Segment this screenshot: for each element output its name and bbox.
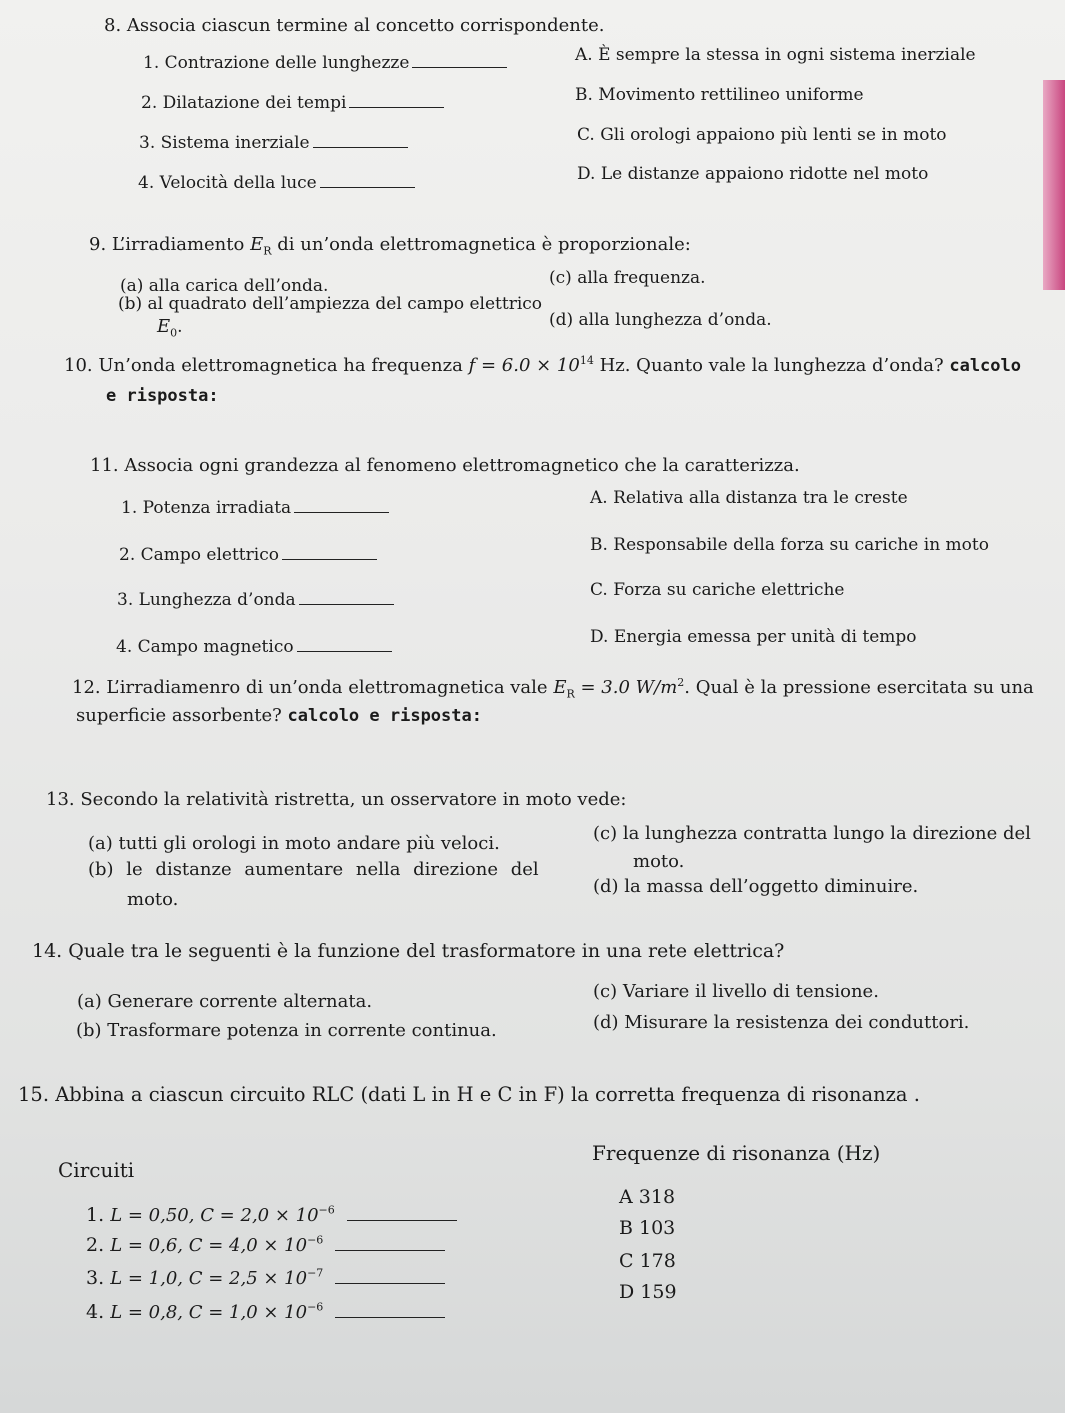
q14-option-a: (a) Generare corrente alternata. <box>77 991 373 1012</box>
q9-title: 9. L’irradiamento $E_R$ di un’onda elettromagnetica è proporzionale: <box>89 234 691 258</box>
q13-option-b: (b) le distanze aumentare nella direzione del <box>88 859 539 880</box>
answer-blank[interactable] <box>335 1269 445 1284</box>
q15-circuit-2: 2. L = 0,6, $C = 4,0 \times 10^{-6}$ <box>86 1235 445 1256</box>
answer-blank[interactable] <box>320 173 415 188</box>
q8-right-D: D. Le distanze appaiono ridotte nel moto <box>577 164 929 184</box>
q15-title: 15. Abbina a ciascun circuito RLC (dati L in H e C in F) la corretta frequenza di risonanza . <box>18 1083 920 1106</box>
q9-option-d: (d) alla lunghezza d’onda. <box>549 310 772 330</box>
q10-line1: 10. Un’onda elettromagnetica ha frequenza $f = 6.0 \times 10^{14}$ Hz. Quanto vale la lunghezza d’onda? calcolo <box>64 354 1021 376</box>
q13-option-c-cont: moto. <box>633 851 685 872</box>
q15-circuit-4: 4. L = 0,8, $C = 1,0 \times 10^{-6}$ <box>86 1302 445 1323</box>
q11-left-4: 4. Campo magnetico <box>116 637 392 657</box>
q9-option-a: (a) alla carica dell’onda. <box>120 276 329 296</box>
q11-left-2: 2. Campo elettrico <box>119 545 377 565</box>
q13-option-a: (a) tutti gli orologi in moto andare più veloci. <box>88 833 500 854</box>
answer-blank[interactable] <box>299 590 394 605</box>
q11-right-C: C. Forza su cariche elettriche <box>590 580 845 600</box>
answer-blank[interactable] <box>313 133 408 148</box>
q11-right-A: A. Relativa alla distanza tra le creste <box>590 488 908 508</box>
answer-blank[interactable] <box>347 1206 457 1221</box>
q8-right-A: A. È sempre la stessa in ogni sistema inerziale <box>575 45 976 65</box>
q15-frequency-D: D 159 <box>619 1281 677 1303</box>
q12-line1: 12. L’irradiamenro di un’onda elettromagnetica vale $E_R = 3.0$ $W/m^2$. Qual è la pressione esercitata su una <box>72 676 1034 701</box>
q15-circuit-3: 3. L = 1,0, $C = 2,5 \times 10^{-7}$ <box>86 1268 445 1289</box>
q8-left-4: 4. Velocità della luce <box>138 173 415 193</box>
q8-left-2: 2. Dilatazione dei tempi <box>141 93 444 113</box>
answer-blank[interactable] <box>412 53 507 68</box>
q12-line2: superficie assorbente? calcolo e risposta: <box>76 705 482 726</box>
q11-left-3: 3. Lunghezza d’onda <box>117 590 394 610</box>
q11-left-1: 1. Potenza irradiata <box>121 498 389 518</box>
answer-blank[interactable] <box>282 545 377 560</box>
q15-frequency-A: A 318 <box>619 1186 676 1208</box>
background-pink-object <box>1043 80 1065 290</box>
q11-right-B: B. Responsabile della forza su cariche in moto <box>590 535 989 555</box>
q8-left-3: 3. Sistema inerziale <box>139 133 408 153</box>
q8-right-C: C. Gli orologi appaiono più lenti se in moto <box>577 125 947 145</box>
answer-blank[interactable] <box>335 1303 445 1318</box>
answer-blank[interactable] <box>335 1236 445 1251</box>
answer-blank[interactable] <box>349 93 444 108</box>
q10-line2: e risposta: <box>106 386 219 406</box>
q8-right-B: B. Movimento rettilineo uniforme <box>575 85 864 105</box>
q14-option-b: (b) Trasformare potenza in corrente continua. <box>76 1020 497 1041</box>
q8-title: 8. Associa ciascun termine al concetto corrispondente. <box>104 15 605 36</box>
q11-right-D: D. Energia emessa per unità di tempo <box>590 627 917 647</box>
q14-option-c: (c) Variare il livello di tensione. <box>593 981 879 1002</box>
q15-frequencies-header: Frequenze di risonanza (Hz) <box>592 1141 881 1165</box>
answer-blank[interactable] <box>297 637 392 652</box>
q15-circuit-1: 1. L = 0,50, $C = 2,0 \times 10^{-6}$ <box>86 1205 457 1226</box>
q14-option-d: (d) Misurare la resistenza dei conduttori. <box>593 1012 970 1033</box>
q9-option-b: (b) al quadrato dell’ampiezza del campo elettrico <box>118 294 543 314</box>
q15-frequency-C: C 178 <box>619 1250 676 1272</box>
q13-option-b-cont: moto. <box>127 889 179 910</box>
q13-title: 13. Secondo la relatività ristretta, un osservatore in moto vede: <box>46 789 627 810</box>
q13-option-d: (d) la massa dell’oggetto diminuire. <box>593 876 919 897</box>
q15-circuits-header: Circuiti <box>58 1158 135 1182</box>
q9-option-c: (c) alla frequenza. <box>549 268 706 288</box>
q8-left-1: 1. Contrazione delle lunghezze <box>143 53 507 73</box>
q14-title: 14. Quale tra le seguenti è la funzione del trasformatore in una rete elettrica? <box>32 940 785 962</box>
q15-frequency-B: B 103 <box>619 1217 676 1239</box>
q11-title: 11. Associa ogni grandezza al fenomeno elettromagnetico che la caratterizza. <box>90 455 800 476</box>
q9-option-b-e0: $E_0$. <box>157 316 183 340</box>
q13-option-c: (c) la lunghezza contratta lungo la direzione del <box>593 823 1031 844</box>
answer-blank[interactable] <box>294 498 389 513</box>
